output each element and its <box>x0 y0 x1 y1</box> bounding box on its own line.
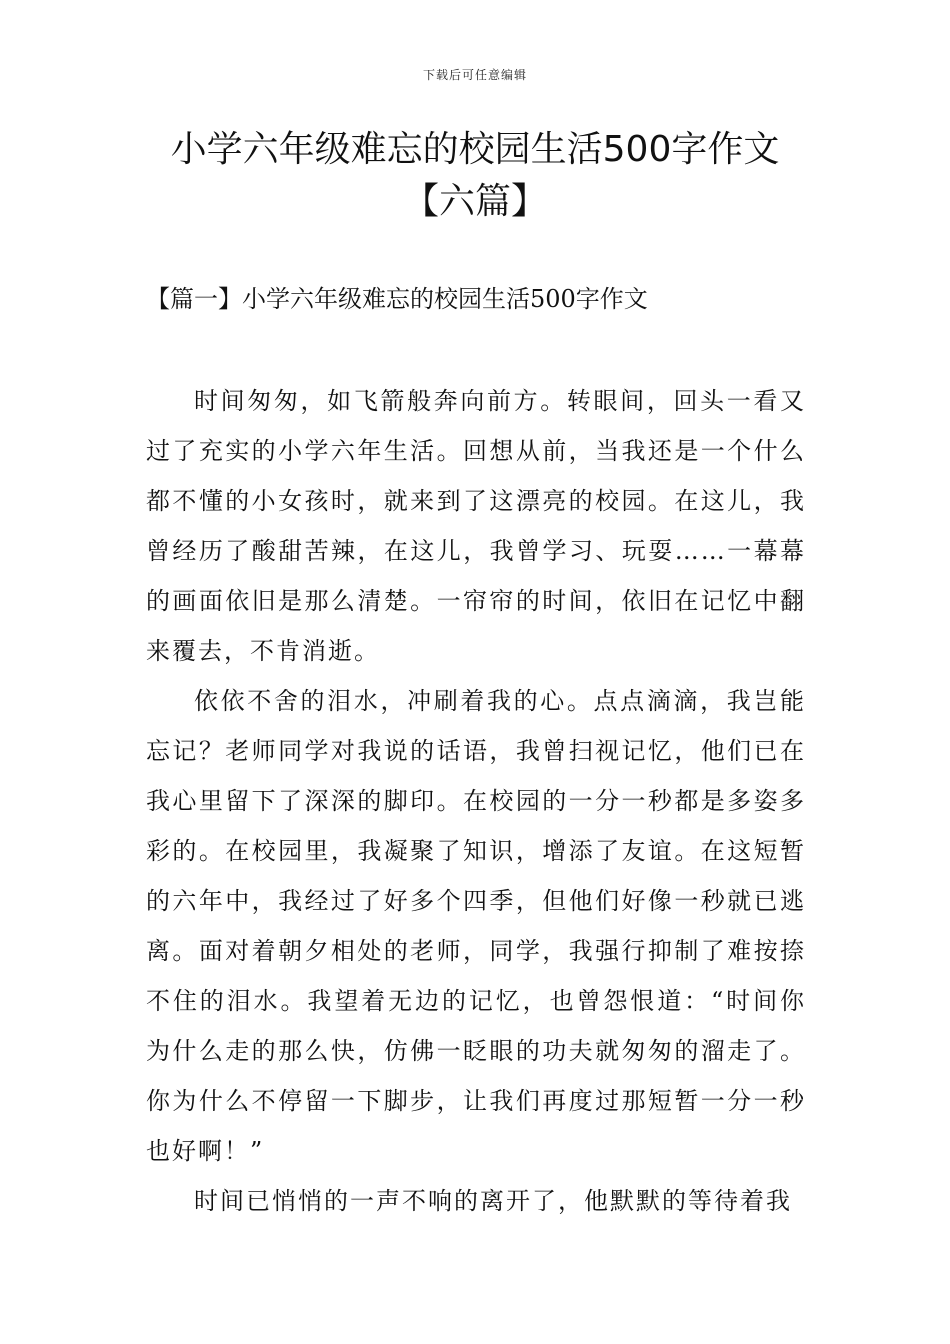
title-line-1: 小学六年级难忘的校园生活500字作文 <box>170 129 780 170</box>
section-heading: 【篇一】小学六年级难忘的校园生活500字作文 <box>146 285 648 313</box>
document-title <box>100 124 850 228</box>
paragraph-3: 时间已悄悄的一声不响的离开了，他默默的等待着我 <box>194 1187 792 1215</box>
paragraph-2: 依依不舍的泪水，冲刷着我的心。点点滴滴，我岂能忘记？老师同学对我说的话语，我曾扫视记忆，他们已在我心里留下了深深的脚印。在校园的一分一秒都是多姿多彩的。在校园里，我凝聚了知识，增添了友谊。在这短暂的六年中，我经过了好多个四季，但他们好像一秒就已逃离。面对着朝夕相处的老师，同学，我强行抑制了难按捺不住的泪水。我望着无边的记忆，也曾怨恨道：“时间你为什么走的那么快，仿佛一眨眼的功夫就匆匆的溜走了。你为什么不停留一下脚步，让我们再度过那短暂一分一秒也好啊！” <box>146 687 806 1165</box>
title-line-2: 【六篇】 <box>402 181 547 222</box>
paragraph-1: 时间匆匆，如飞箭般奔向前方。转眼间，回头一看又过了充实的小学六年生活。回想从前，当我还是一个什么都不懂的小女孩时，就来到了这漂亮的校园。在这儿，我曾经历了酸甜苦辣，在这儿，我曾学习、玩耍……一幕幕的画面依旧是那么清楚。一帘帘的时间，依旧在记忆中翻来覆去，不肯消逝。 <box>146 387 806 665</box>
body-text <box>146 376 806 1226</box>
header-note: 下载后可任意编辑 <box>422 68 527 82</box>
